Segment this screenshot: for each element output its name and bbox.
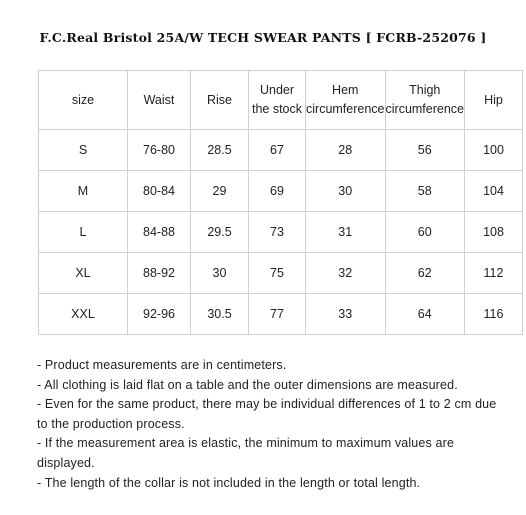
table-row	[39, 130, 523, 171]
measurement-cell: 75	[249, 253, 306, 294]
measurement-cell: 29.5	[191, 212, 249, 253]
header-label: the stock	[251, 102, 303, 116]
measurement-cell: 116	[465, 294, 523, 335]
measurement-cell: 104	[465, 171, 523, 212]
table-header-cell	[385, 71, 465, 130]
note-line: - If the measurement area is elastic, the minimum to maximum values are displayed.	[37, 436, 455, 470]
measurement-cell: 58	[385, 171, 465, 212]
measurement-cell: 80-84	[128, 171, 191, 212]
header-label: circumference	[306, 102, 385, 116]
measurement-cell: 73	[249, 212, 306, 253]
measurement-cell: 67	[249, 130, 306, 171]
table-row	[39, 294, 523, 335]
size-cell: XXL	[39, 294, 128, 335]
size-cell: S	[39, 130, 128, 171]
measurement-cell: 84-88	[128, 212, 191, 253]
measurement-cell: 31	[306, 212, 386, 253]
header-label: size	[71, 92, 95, 107]
measurement-cell: 62	[385, 253, 465, 294]
measurement-cell: 32	[306, 253, 386, 294]
measurement-cell: 112	[465, 253, 523, 294]
note-line: - Product measurements are in centimeters.	[37, 358, 287, 372]
table-header-cell	[128, 71, 191, 130]
note-line: - Even for the same product, there may be individual differences of 1 to 2 cm due to the production process.	[37, 397, 497, 431]
table-header-row	[39, 71, 523, 130]
header-label: Thigh	[409, 83, 441, 97]
table-header-cell	[306, 71, 386, 130]
measurement-cell: 77	[249, 294, 306, 335]
note-line: - The length of the collar is not included in the length or total length.	[37, 475, 421, 490]
header-label: Hem	[332, 83, 359, 97]
header-label: Under	[259, 83, 295, 97]
measurement-cell: 56	[385, 130, 465, 171]
measurement-cell: 33	[306, 294, 386, 335]
measurement-cell: 88-92	[128, 253, 191, 294]
table-row	[39, 171, 523, 212]
measurement-cell: 108	[465, 212, 523, 253]
page-title: F.C.Real Bristol 25A/W TECH SWEAR PANTS [ FCRB-252076 ]	[39, 30, 487, 45]
measurement-cell: 92-96	[128, 294, 191, 335]
note-line: - All clothing is laid flat on a table and the outer dimensions are measured.	[37, 377, 458, 392]
table-row	[39, 253, 523, 294]
measurement-cell: 28	[306, 130, 386, 171]
table-row	[39, 212, 523, 253]
measurement-cell: 64	[385, 294, 465, 335]
size-cell: XL	[39, 253, 128, 294]
measurement-cell: 60	[385, 212, 465, 253]
size-cell: M	[39, 171, 128, 212]
measurement-cell: 30	[306, 171, 386, 212]
measurement-cell: 76-80	[128, 130, 191, 171]
header-label: Waist	[143, 92, 175, 107]
size-cell: L	[39, 212, 128, 253]
measurement-cell: 100	[465, 130, 523, 171]
header-label: Rise	[206, 92, 232, 107]
measurement-cell: 69	[249, 171, 306, 212]
header-label: circumference	[385, 102, 464, 116]
header-label: Hip	[484, 92, 503, 107]
size-chart-table	[38, 70, 523, 335]
table-header-cell	[191, 71, 249, 130]
measurement-cell: 29	[191, 171, 249, 212]
measurement-cell: 28.5	[191, 130, 249, 171]
measurement-cell: 30	[191, 253, 249, 294]
measurement-notes	[37, 356, 507, 493]
table-header-cell	[249, 71, 306, 130]
measurement-cell: 30.5	[191, 294, 249, 335]
table-header-cell	[39, 71, 128, 130]
table-header-cell	[465, 71, 523, 130]
